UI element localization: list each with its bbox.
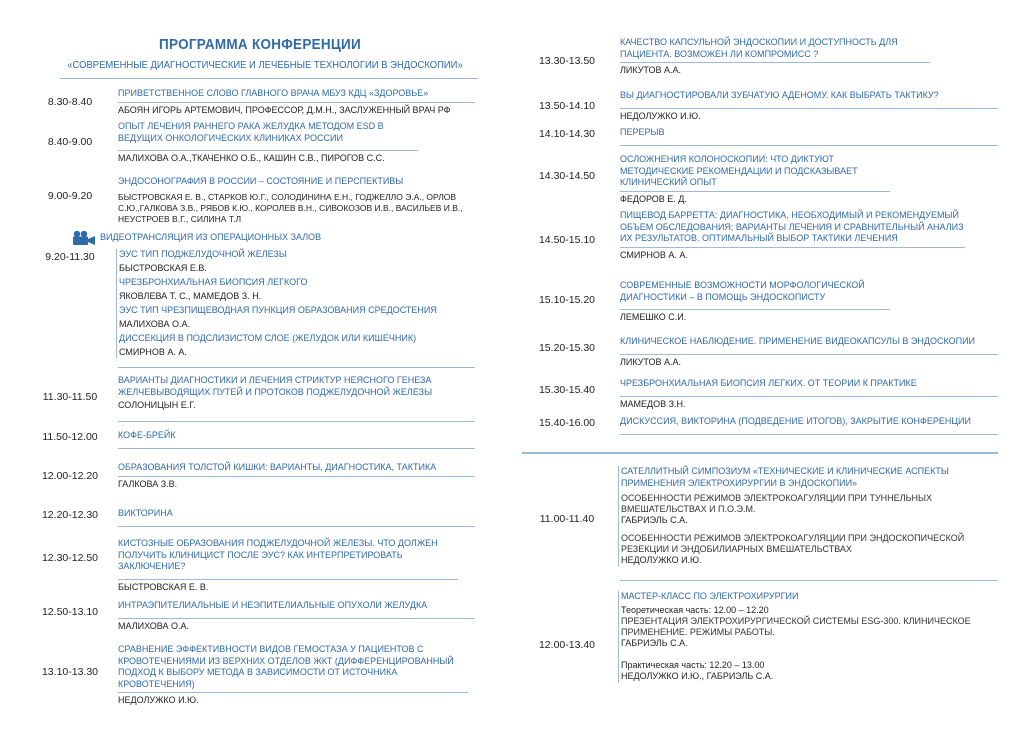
session-time: 12.50-13.10 [41, 606, 99, 618]
page-title: ПРОГРАММА КОНФЕРЕНЦИИ [159, 36, 361, 53]
session-speaker: ГАБРИЭЛЬ С.А. [621, 515, 688, 525]
session-row [522, 466, 998, 572]
section-divider [620, 580, 998, 581]
session-row [30, 508, 475, 530]
session-speaker: ЛИКУТОВ А.А. [620, 65, 682, 75]
session-note: ОСОБЕННОСТИ РЕЖИМОВ ЭЛЕКТРОКОАГУЛЯЦИИ ПРИ ЭНДОСКОПИЧЕСКОЙ РЕЗЕКЦИИ И ЭНДОБИЛИАРНЫХ ВМЕШАТЕЛЬСТВАХ [621, 532, 965, 554]
session-row [522, 154, 998, 204]
session-topic: ЭНДОСОНОГРАФИЯ В РОССИИ – СОСТОЯНИЕ И ПЕРСПЕКТИВЫ [118, 176, 404, 186]
theory-part: Теоретическая часть: 12.00 – 12.20 [621, 604, 769, 615]
session-speaker: МАМЕДОВ З.Н. [620, 398, 686, 409]
symposium-divider [522, 452, 998, 454]
session-time: 12.00-13.40 [538, 639, 596, 651]
session-topic: ВАРИАНТЫ ДИАГНОСТИКИ И ЛЕЧЕНИЯ СТРИКТУР НЕЯСНОГО ГЕНЕЗА ЖЕЛЧЕВЫВОДЯЩИХ ПУТЕЙ И ПРОТОКОВ ПОДЖЕЛУДОЧНОЙ ЖЕЛЕЗЫ [118, 375, 433, 397]
session-row [30, 176, 475, 224]
page-subtitle: «СОВРЕМЕННЫЕ ДИАГНОСТИЧЕСКИЕ И ЛЕЧЕБНЫЕ ТЕХНОЛОГИИ В ЭНДОСКОПИИ» [67, 59, 463, 71]
session-speaker: НЕДОЛУЖКО И.Ю. [118, 695, 199, 705]
sub-speaker: МАЛИХОВА О.А. [119, 318, 190, 329]
session-topic: ПРИВЕТСТВЕННОЕ СЛОВО ГЛАВНОГО ВРАЧА МБУЗ КДЦ «ЗДОРОВЬЕ» [118, 88, 475, 103]
session-row [522, 37, 998, 85]
sub-speaker: ЯКОВЛЕВА Т. С., МАМЕДОВ З. Н. [119, 290, 262, 301]
sub-speaker: БЫСТРОВСКАЯ Е.В. [119, 262, 207, 273]
session-row [30, 249, 475, 367]
sub-topic: ДИССЕКЦИЯ В ПОДСЛИЗИСТОМ СЛОЕ (ЖЕЛУДОК ИЛИ КИШЕЧНИК) [119, 333, 417, 343]
sub-topic: ЧРЕЗБРОНХИАЛЬНАЯ БИОПСИЯ ЛЕГКОГО [119, 277, 308, 287]
right-column [522, 37, 998, 438]
session-time: 13.10-13.30 [41, 666, 99, 678]
session-row [30, 88, 475, 118]
session-topic: КЛИНИЧЕСКОЕ НАБЛЮДЕНИЕ. ПРИМЕНЕНИЕ ВИДЕОКАПСУЛЫ В ЭНДОСКОПИИ [620, 336, 998, 355]
sub-topic: ЭУС ТИП ЧРЕЗПИЩЕВОДНАЯ ПУНКЦИЯ ОБРАЗОВАНИЯ СРЕДОСТЕНИЯ [119, 305, 437, 315]
session-topic: САТЕЛЛИТНЫЙ СИМПОЗИУМ «ТЕХНИЧЕСКИЕ И КЛИНИЧЕСКИЕ АСПЕКТЫ ПРИМЕНЕНИЯ ЭЛЕКТРОХИРУРГИИ В ЭНДОСКОПИИ» [621, 466, 949, 488]
session-row [522, 416, 998, 438]
session-topic: ДИСКУССИЯ, ВИКТОРИНА (ПОДВЕДЕНИЕ ИТОГОВ), ЗАКРЫТИЕ КОНФЕРЕНЦИИ [620, 416, 998, 435]
session-topic: ОБРАЗОВАНИЯ ТОЛСТОЙ КИШКИ: ВАРИАНТЫ, ДИАГНОСТИКА, ТАКТИКА [118, 462, 475, 477]
session-time: 11.50-12.00 [42, 431, 98, 443]
session-time: 15.20-15.30 [538, 342, 596, 354]
session-time: 15.30-15.40 [538, 384, 596, 396]
session-row [522, 127, 998, 149]
session-row [522, 378, 998, 410]
session-time: 14.30-14.50 [538, 170, 596, 182]
session-row [522, 336, 998, 368]
session-speaker: ФЕДОРОВ Е. Д. [620, 193, 687, 204]
session-topic: СОВРЕМЕННЫЕ ВОЗМОЖНОСТИ МОРФОЛОГИЧЕСКОЙ ДИАГНОСТИКИ – В ПОМОЩЬ ЭНДОСКОПИСТУ [620, 280, 890, 310]
session-time: 14.50-15.10 [538, 234, 596, 246]
session-speaker: БЫСТРОВСКАЯ Е. В. [118, 581, 209, 592]
session-time: 15.40-16.00 [538, 417, 596, 429]
session-topic: ВЫ ДИАГНОСТИРОВАЛИ ЗУБЧАТУЮ АДЕНОМУ. КАК ВЫБРАТЬ ТАКТИКУ? [620, 90, 998, 109]
session-speaker: СМИРНОВ А. А. [620, 249, 688, 260]
session-speaker: НЕДОЛУЖКО И.Ю., ГАБРИЭЛЬ С.А. [621, 671, 774, 681]
video-broadcast-header [30, 229, 475, 247]
session-topic: ОСЛОЖНЕНИЯ КОЛОНОСКОПИИ: ЧТО ДИКТУЮТ МЕТОДИЧЕСКИЕ РЕКОМЕНДАЦИИ И ПОДСКАЗЫВАЕТ КЛИНИЧЕСКИЙ ОПЫТ [620, 154, 890, 192]
session-row [30, 462, 475, 496]
practice-part: Практическая часть: 12.20 – 13.00 [621, 659, 765, 670]
session-time: 8.30-8.40 [47, 96, 93, 108]
session-row [522, 90, 998, 124]
session-row [30, 121, 475, 172]
session-note: ПРЕЗЕНТАЦИЯ ЭЛЕКТРОХИРУРГИЧЕСКОЙ СИСТЕМЫ ESG-300. КЛИНИЧЕСКОЕ ПРИМЕНЕНИЕ. РЕЖИМЫ РАБОТЫ. [621, 616, 971, 637]
session-time: 13.50-14.10 [538, 100, 596, 112]
session-row [522, 210, 998, 270]
session-speaker: БЫСТРОВСКАЯ Е. В., СТАРКОВ Ю.Г., СОЛОДИНИНА Е.Н., ГОДЖЕЛЛО Э.А., ОРЛОВ С.Ю.,ГАЛКОВА З.В., РЯБОВ К.Ю., КОРОЛЕВ В.Н., СИВОКОЗОВ И.В., ВАСИЛЬЕВ И.В., НЕУСТРОЕВ В.Г., СИЛИНА Т.Л [118, 191, 463, 224]
session-speaker: СОЛОНИЦЫН Е.Г. [118, 400, 196, 410]
session-speaker: ГАЛКОВА З.В. [118, 478, 178, 489]
section-divider [118, 421, 475, 422]
session-time: 12.20-12.30 [41, 509, 99, 521]
video-camera-icon [72, 230, 96, 246]
session-time: 12.00-12.20 [41, 470, 99, 482]
session-speaker: НЕДОЛУЖКО И.Ю. [621, 554, 702, 565]
session-topic: ИНТРАЭПИТЕЛИАЛЬНЫЕ И НЕЭПИТЕЛИАЛЬНЫЕ ОПУХОЛИ ЖЕЛУДКА [118, 600, 475, 619]
session-row [30, 644, 475, 704]
session-time: 11.30-11.50 [42, 391, 98, 403]
session-speaker: ГАБРИЭЛЬ С.А. [621, 638, 688, 648]
session-row [30, 538, 475, 592]
session-topic: ОПЫТ ЛЕЧЕНИЯ РАННЕГО РАКА ЖЕЛУДКА МЕТОДОМ ESD В ВЕДУЩИХ ОНКОЛОГИЧЕСКИХ КЛИНИКАХ РОССИИ [118, 121, 418, 151]
sub-speaker: СМИРНОВ А. А. [119, 346, 187, 357]
session-topic: КИСТОЗНЫЕ ОБРАЗОВАНИЯ ПОДЖЕЛУДОЧНОЙ ЖЕЛЕЗЫ. ЧТО ДОЛЖЕН ПОЛУЧИТЬ КЛИНИЦИСТ ПОСЛЕ ЭУС? КАК ИНТЕРПРЕТИРОВАТЬ ЗАКЛЮЧЕНИЕ? [118, 538, 458, 580]
session-row [522, 280, 998, 326]
section-divider [118, 367, 475, 368]
session-time: 9.00-9.20 [47, 190, 93, 202]
session-time: 8.40-9.00 [47, 136, 93, 148]
symposium-section [522, 466, 998, 703]
session-time: 14.10-14.30 [538, 128, 596, 140]
header-divider [60, 78, 478, 79]
session-topic: ЧРЕЗБРОНХИАЛЬНАЯ БИОПСИЯ ЛЕГКИХ. ОТ ТЕОРИИ К ПРАКТИКЕ [620, 378, 998, 397]
session-speaker: АБОЯН ИГОРЬ АРТЕМОВИЧ, ПРОФЕССОР, Д.М.Н., ЗАСЛУЖЕННЫЙ ВРАЧ РФ [118, 104, 451, 115]
session-time: 11.00-11.40 [539, 513, 595, 525]
session-speaker: ЛИКУТОВ А.А. [620, 356, 682, 367]
session-topic: ПЕРЕРЫВ [620, 127, 998, 146]
session-speaker: МАЛИХОВА О.А. [118, 620, 189, 631]
session-time: 15.10-15.20 [538, 294, 596, 306]
session-row [30, 375, 475, 421]
session-topic: КАЧЕСТВО КАПСУЛЬНОЙ ЭНДОСКОПИИ И ДОСТУПНОСТЬ ДЛЯ ПАЦИЕНТА. ВОЗМОЖЕН ЛИ КОМПРОМИСС ? [620, 37, 930, 63]
session-topic: МАСТЕР-КЛАСС ПО ЭЛЕКТРОХИРУРГИИ [621, 591, 799, 601]
sub-topic: ЭУС ТИП ПОДЖЕЛУДОЧНОЙ ЖЕЛЕЗЫ [119, 249, 287, 259]
session-time: 9.20-11.30 [45, 251, 95, 263]
session-speaker: ЛЕМЕШКО С.И. [620, 312, 687, 322]
session-row [522, 591, 998, 703]
video-broadcast-label: ВИДЕОТРАНСЛЯЦИЯ ИЗ ОПЕРАЦИОННЫХ ЗАЛОВ [100, 232, 322, 242]
left-column [30, 88, 475, 704]
session-row [30, 430, 475, 452]
session-time: 12.30-12.50 [41, 552, 99, 564]
session-speaker: МАЛИХОВА О.А.,ТКАЧЕНКО О.Б., КАШИН С.В., ПИРОГОВ С.С. [118, 153, 385, 163]
session-row [30, 600, 475, 632]
session-topic: КОФЕ-БРЕЙК [118, 430, 475, 449]
session-topic: СРАВНЕНИЕ ЭФФЕКТИВНОСТИ ВИДОВ ГЕМОСТАЗА У ПАЦИЕНТОВ С КРОВОТЕЧЕНИЯМИ ИЗ ВЕРХНИХ ОТДЕЛОВ ЖКТ (ДИФФЕРЕНЦИРОВАННЫЙ ПОДХОД К ВЫБОРУ МЕТОДА В ЗАВИСИМОСТИ ОТ ИСТОЧНИКА КРОВОТЕЧЕНИЯ) [118, 644, 468, 693]
session-speaker: НЕДОЛУЖКО И.Ю. [620, 110, 701, 121]
session-topic: ВИКТОРИНА [118, 508, 475, 527]
session-topic: ПИЩЕВОД БАРРЕТТА: ДИАГНОСТИКА, НЕОБХОДИМЫЙ И РЕКОМЕНДУЕМЫЙ ОБЪЕМ ОБСЛЕДОВАНИЯ; ВАРИАНТЫ ЛЕЧЕНИЯ И СРАВНИТЕЛЬНЫЙ АНАЛИЗ ИХ РЕЗУЛЬТАТОВ. ОПТИМАЛЬНЫЙ ВЫБОР ТАКТИКИ ЛЕЧЕНИЯ [620, 210, 965, 248]
session-note: ОСОБЕННОСТИ РЕЖИМОВ ЭЛЕКТРОКОАГУЛЯЦИИ ПРИ ТУННЕЛЬНЫХ ВМЕШАТЕЛЬСТВАХ И П.О.Э.М. [621, 493, 932, 514]
session-time: 13.30-13.50 [538, 55, 596, 67]
